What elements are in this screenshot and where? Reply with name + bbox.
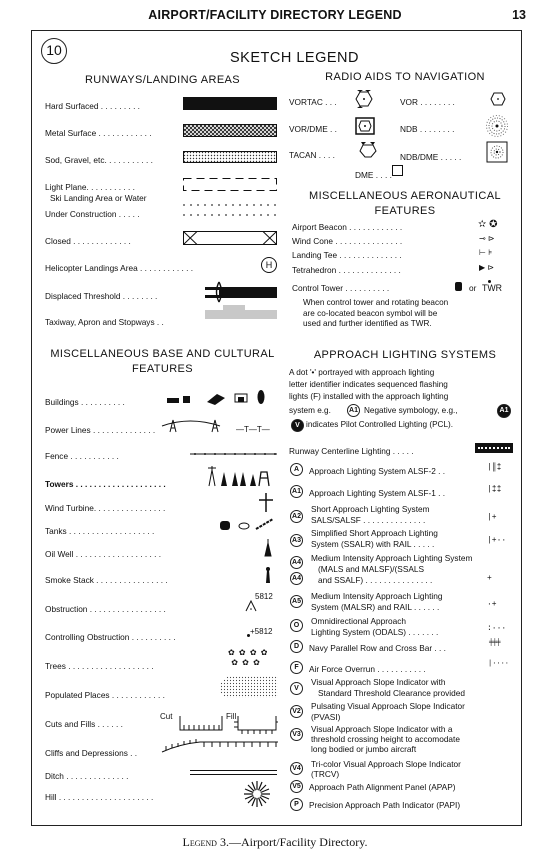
badge-a4-b: A4 <box>290 572 303 585</box>
badge-a3: A3 <box>290 534 303 547</box>
ssalr-symbol: |+·· <box>487 536 507 545</box>
approach-intro-1: A dot '•' portrayed with approach lighting <box>289 368 435 377</box>
tetrahedron-icon: ▶ ⊳ <box>479 263 495 272</box>
misc-base-heading: MISCELLANEOUS BASE AND CULTURAL <box>50 348 275 360</box>
label-af-overrun: Air Force Overrun . . . . . . . . . . . <box>309 664 426 674</box>
sals-symbol: |+ <box>487 513 497 522</box>
hill-symbol <box>240 780 274 808</box>
badge-v2: V2 <box>290 705 303 718</box>
displaced-threshold-symbol <box>205 281 277 303</box>
badge-v5: V5 <box>290 780 303 793</box>
label-mals-2: (MALS and MALSF)/(SSALS <box>318 564 425 574</box>
misc-base-heading-2: FEATURES <box>131 363 194 375</box>
label-taxiway: Taxiway, Apron and Stopways . . <box>45 317 164 327</box>
mals-symbol: + <box>487 574 492 583</box>
label-hill: Hill . . . . . . . . . . . . . . . . . . . . . <box>45 792 154 802</box>
label-under-construction: Under Construction . . . . . <box>45 209 140 219</box>
label-wind-cone: Wind Cone . . . . . . . . . . . . . . . <box>292 236 403 246</box>
fill-label: Fill <box>226 712 237 721</box>
label-cliffs: Cliffs and Depressions . . <box>45 748 138 758</box>
approach-intro-4b: Negative symbology, e.g., <box>364 406 458 415</box>
cut-label: Cut <box>160 712 173 721</box>
label-helicopter: Helicopter Landings Area . . . . . . . . . . . . <box>45 263 194 273</box>
twr-dot <box>488 280 491 283</box>
label-v3-1: Visual Approach Slope Indicator with a <box>311 724 453 734</box>
label-mals-3: and SSALF) . . . . . . . . . . . . . . . <box>318 575 433 585</box>
label-v3-2: threshold crossing height to accomodate <box>311 734 460 744</box>
label-ssalr-1: Simplified Short Approach Lighting <box>311 528 438 538</box>
label-pvasi-2: (PVASI) <box>311 712 341 722</box>
badge-p: P <box>290 798 303 811</box>
label-pvasi-1: Pulsating Visual Approach Slope Indicator <box>311 701 465 711</box>
label-odals-1: Omnidirectional Approach <box>311 616 407 626</box>
legend-number: 10 <box>41 38 67 64</box>
approach-heading: APPROACH LIGHTING SYSTEMS <box>313 349 497 361</box>
approach-intro-4a: system e.g. <box>289 406 331 415</box>
tower-note-1: When control tower and rotating beacon <box>303 298 449 307</box>
construction-symbol <box>183 202 277 218</box>
label-cuts-fills: Cuts and Fills . . . . . . <box>45 719 123 729</box>
wind-turbine-symbol <box>258 492 274 512</box>
tower-note-2: are co-located beacon symbol will be <box>303 308 438 318</box>
label-malsr-2: System (MALSR) and RAIL . . . . . . <box>311 602 440 612</box>
label-mals-1: Medium Intensity Approach Lighting System <box>311 553 473 563</box>
badge-o: O <box>290 619 303 632</box>
badge-a: A <box>290 463 303 476</box>
vortac-icon <box>354 90 374 108</box>
label-closed: Closed . . . . . . . . . . . . . <box>45 236 131 246</box>
label-ditch: Ditch . . . . . . . . . . . . . . <box>45 771 129 781</box>
hard-surface-symbol <box>183 97 277 110</box>
centerline-symbol <box>475 443 513 453</box>
caption-legend: Legend 3. <box>182 835 229 849</box>
label-airport-beacon: Airport Beacon . . . . . . . . . . . . <box>292 222 403 232</box>
page-title: SKETCH LEGEND <box>230 50 359 66</box>
label-trcv-2: (TRCV) <box>311 769 340 779</box>
ndb-dme-icon <box>486 141 508 163</box>
label-dme: DME . . . . <box>355 170 392 180</box>
page-header <box>0 0 550 30</box>
taxiway-symbol <box>205 305 277 323</box>
wind-cone-icon: ⊸ ⊳ <box>479 234 495 243</box>
controlling-obstruction-elevation: +5812 <box>250 627 273 636</box>
badge-a4: A4 <box>290 556 303 569</box>
label-malsr-1: Medium Intensity Approach Lighting <box>311 591 443 601</box>
badge-v: V <box>290 682 303 695</box>
cuts-fills-symbol <box>176 712 278 734</box>
ndb-icon <box>486 115 508 137</box>
label-navy: Navy Parallel Row and Cross Bar . . . <box>309 643 446 653</box>
alsf1-symbol: |‡‡ <box>487 485 502 494</box>
label-light-plane: Light Plane. . . . . . . . . . . <box>45 182 135 192</box>
label-displaced-threshold: Displaced Threshold . . . . . . . . <box>45 291 158 301</box>
misc-aero-heading-2: FEATURES <box>374 205 436 217</box>
label-fence: Fence . . . . . . . . . . . <box>45 451 119 461</box>
label-oil-well: Oil Well . . . . . . . . . . . . . . . . . . . <box>45 549 162 559</box>
control-tower-icon <box>455 282 462 291</box>
label-obstruction: Obstruction . . . . . . . . . . . . . . . . . <box>45 604 166 614</box>
label-ndb-dme: NDB/DME . . . . . <box>400 152 462 162</box>
obstruction-symbol <box>245 600 257 612</box>
approach-intro-3: lights (F) installed with the approach lighting <box>289 392 449 401</box>
control-tower-or: or <box>469 283 477 293</box>
radio-aids-heading: RADIO AIDS TO NAVIGATION <box>325 71 485 83</box>
misc-aero-heading: MISCELLANEOUS AERONAUTICAL <box>309 190 501 202</box>
caption-text: —Airport/Facility Directory. <box>228 835 368 849</box>
label-ndb: NDB . . . . . . . . <box>400 124 455 134</box>
metal-surface-symbol <box>183 124 277 137</box>
label-sals-1: Short Approach Lighting System <box>311 504 430 514</box>
light-plane-symbol <box>183 178 277 192</box>
towers-symbol <box>205 464 277 488</box>
helicopter-symbol: H <box>261 257 277 273</box>
example-negative-a1-badge: A1 <box>497 404 511 418</box>
label-power-lines: Power Lines . . . . . . . . . . . . . . <box>45 425 156 435</box>
oil-well-symbol <box>262 537 274 557</box>
label-metal-surface: Metal Surface . . . . . . . . . . . . <box>45 128 152 138</box>
label-tacan: TACAN . . . . <box>289 150 335 160</box>
example-negative-v-badge: V <box>291 419 304 432</box>
page-number: 13 <box>512 8 526 22</box>
closed-runway-symbol <box>183 231 277 245</box>
badge-d: D <box>290 640 303 653</box>
power-lines-symbol <box>160 414 235 434</box>
label-v3-3: long bodied or jumbo aircraft <box>311 744 417 754</box>
populated-places-symbol <box>220 676 278 698</box>
buildings-symbol <box>165 388 277 408</box>
fence-symbol <box>190 450 277 458</box>
runways-heading: RUNWAYS/LANDING AREAS <box>84 74 241 86</box>
example-a1-badge: A1 <box>347 404 360 417</box>
label-populated-places: Populated Places . . . . . . . . . . . . <box>45 690 165 700</box>
label-tanks: Tanks . . . . . . . . . . . . . . . . . . . <box>45 526 155 536</box>
label-runway-centerline: Runway Centerline Lighting . . . . . <box>289 446 414 456</box>
airport-beacon-icon: ✫ ✪ <box>478 219 498 230</box>
approach-intro-5: indicates Pilot Controlled Lighting (PCL). <box>306 420 453 429</box>
alsf2-symbol: |║‡ <box>487 463 502 472</box>
label-vasi-1: Visual Approach Slope Indicator with <box>311 677 446 687</box>
malsr-symbol: ·+ <box>487 600 497 609</box>
label-trcv-1: Tri-color Visual Approach Slope Indicator <box>311 759 461 769</box>
control-tower-twr: TWR <box>482 283 503 293</box>
badge-a2: A2 <box>290 510 303 523</box>
label-ssalr-2: System (SSALR) with RAIL . . . . . <box>311 539 435 549</box>
tacan-icon <box>358 141 378 159</box>
label-hard-surfaced: Hard Surfaced . . . . . . . . . <box>45 101 140 111</box>
dme-icon <box>392 165 403 176</box>
navy-symbol: ╪╪╪ <box>489 639 501 647</box>
label-papi: Precision Approach Path Indicator (PAPI) <box>309 800 461 810</box>
label-wind-turbine: Wind Turbine. . . . . . . . . . . . . . . . <box>45 503 166 513</box>
tanks-symbol <box>218 515 278 533</box>
cliffs-symbol <box>160 738 278 754</box>
af-overrun-symbol: |···· <box>488 660 510 668</box>
label-alsf2: Approach Lighting System ALSF-2 . . <box>309 466 446 476</box>
label-vor: VOR . . . . . . . . <box>400 97 455 107</box>
label-alsf1: Approach Lighting System ALSF-1 . . <box>309 488 446 498</box>
badge-v3: V3 <box>290 728 303 741</box>
label-apap: Approach Path Alignment Panel (APAP) <box>309 782 456 792</box>
badge-f: F <box>290 661 303 674</box>
obstruction-elevation: 5812 <box>255 592 273 601</box>
tower-note-3: used and further identified as TWR. <box>303 319 432 328</box>
label-vortac: VORTAC . . . <box>289 97 337 107</box>
badge-v4: V4 <box>290 762 303 775</box>
vor-icon <box>490 92 506 106</box>
label-ski-landing: Ski Landing Area or Water <box>50 193 147 203</box>
vor-dme-icon <box>355 117 375 135</box>
label-control-tower: Control Tower . . . . . . . . . . <box>292 283 390 293</box>
smoke-stack-symbol <box>263 566 273 584</box>
label-buildings: Buildings . . . . . . . . . . <box>45 397 125 407</box>
header-title: AIRPORT/FACILITY DIRECTORY LEGEND <box>148 8 402 22</box>
power-t-symbol: —T—T— <box>236 425 270 434</box>
approach-intro-2: letter identifier indicates sequenced flashing <box>289 380 448 389</box>
ditch-symbol <box>190 770 277 775</box>
label-trees: Trees . . . . . . . . . . . . . . . . . . . <box>45 661 154 671</box>
landing-tee-icon: ⊢ ⊧ <box>479 248 493 257</box>
badge-a5: A5 <box>290 595 303 608</box>
label-landing-tee: Landing Tee . . . . . . . . . . . . . . <box>292 250 402 260</box>
label-towers: Towers . . . . . . . . . . . . . . . . . . . . <box>45 479 166 489</box>
label-odals-2: Lighting System (ODALS) . . . . . . . <box>311 627 439 637</box>
badge-a1: A1 <box>290 485 303 498</box>
figure-caption <box>0 835 550 850</box>
label-tetrahedron: Tetrahedron . . . . . . . . . . . . . . <box>292 265 401 275</box>
label-vor-dme: VOR/DME . . <box>289 124 337 134</box>
label-vasi-2: Standard Threshold Clearance provided <box>318 688 465 698</box>
label-sod-gravel: Sod, Gravel, etc. . . . . . . . . . . <box>45 155 153 165</box>
odals-symbol: :··· <box>487 624 507 633</box>
trees-symbol: ✿ ✿ ✿ ✿ ✿ ✿ ✿ <box>228 648 269 667</box>
label-sals-2: SALS/SALSF . . . . . . . . . . . . . . <box>311 515 426 525</box>
sod-gravel-symbol <box>183 151 277 163</box>
label-controlling-obstruction: Controlling Obstruction . . . . . . . . . . <box>45 632 176 642</box>
label-smoke-stack: Smoke Stack . . . . . . . . . . . . . . . . <box>45 575 168 585</box>
